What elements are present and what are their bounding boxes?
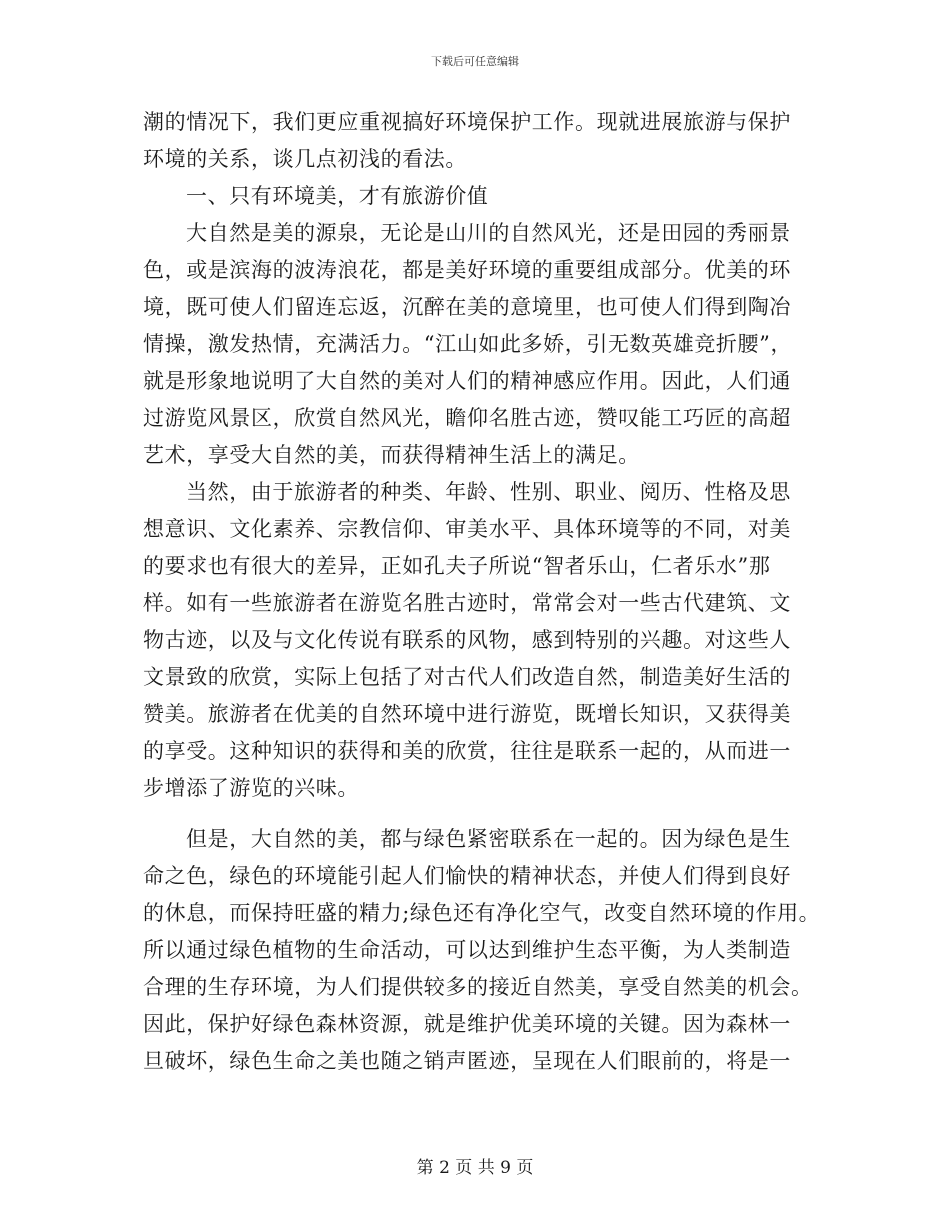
body-text-line: 合理的生存环境，为人们提供较多的接近自然美，享受自然美的机会。 [143, 975, 813, 999]
body-text-line: 境，既可使人们留连忘返，沉醉在美的意境里，也可使人们得到陶冶 [143, 295, 791, 319]
body-text-line: 赞美。旅游者在优美的自然环境中进行游览，既增长知识，又获得美 [143, 702, 791, 726]
body-text-line: 因此，保护好绿色森林资源，就是维护优美环境的关键。因为森林一 [143, 1012, 791, 1036]
body-text-line: 艺术，享受大自然的美，而获得精神生活上的满足。 [143, 443, 640, 467]
body-text-line: 命之色，绿色的环境能引起人们愉快的精神状态，并使人们得到良好 [143, 864, 791, 888]
page-header: 下载后可任意编辑 [431, 55, 519, 68]
body-text-line: 的享受。这种知识的获得和美的欣赏，往往是联系一起的，从而进一 [143, 739, 791, 763]
body-text-line: 但是，大自然的美，都与绿色紧密联系在一起的。因为绿色是生 [186, 827, 791, 851]
body-text-line: 当然，由于旅游者的种类、年龄、性别、职业、阅历、性格及思 [186, 480, 791, 504]
body-text-line: 步增添了游览的兴味。 [143, 776, 359, 800]
body-text-line: 潮的情况下，我们更应重视搞好环境保护工作。现就进展旅游与保护 [143, 110, 791, 134]
body-text-line: 过游览风景区，欣赏自然风光，瞻仰名胜古迹，赞叹能工巧匠的高超 [143, 406, 791, 430]
body-text-line: 物古迹，以及与文化传说有联系的风物，感到特别的兴趣。对这些人 [143, 628, 791, 652]
body-text-line: 情操，激发热情，充满活力。“江山如此多娇，引无数英雄竞折腰”， [143, 332, 793, 356]
page-footer: 第 2 页 共 9 页 [416, 1158, 534, 1178]
body-text-line: 旦破坏，绿色生命之美也随之销声匿迹，呈现在人们眼前的，将是一 [143, 1049, 791, 1073]
body-text-line: 一、只有环境美，才有旅游价值 [186, 184, 489, 208]
body-text-line: 色，或是滨海的波涛浪花，都是美好环境的重要组成部分。优美的环 [143, 258, 791, 282]
body-text-line: 环境的关系，谈几点初浅的看法。 [143, 147, 467, 171]
body-text-line: 的休息，而保持旺盛的精力;绿色还有净化空气，改变自然环境的作用。 [143, 901, 821, 925]
body-text-line: 所以通过绿色植物的生命活动，可以达到维护生态平衡，为人类制造 [143, 938, 791, 962]
body-text-line: 大自然是美的源泉，无论是山川的自然风光，还是田园的秀丽景 [186, 221, 791, 245]
body-text-line: 就是形象地说明了大自然的美对人们的精神感应作用。因此，人们通 [143, 369, 791, 393]
body-text-line: 样。如有一些旅游者在游览名胜古迹时，常常会对一些古代建筑、文 [143, 591, 791, 615]
body-text-line: 想意识、文化素养、宗教信仰、审美水平、具体环境等的不同，对美 [143, 517, 791, 541]
body-text-line: 文景致的欣赏，实际上包括了对古代人们改造自然，制造美好生活的 [143, 665, 791, 689]
body-text-line: 的要求也有很大的差异，正如孔夫子所说“智者乐山，仁者乐水”那 [143, 554, 771, 578]
document-body [143, 104, 821, 1080]
